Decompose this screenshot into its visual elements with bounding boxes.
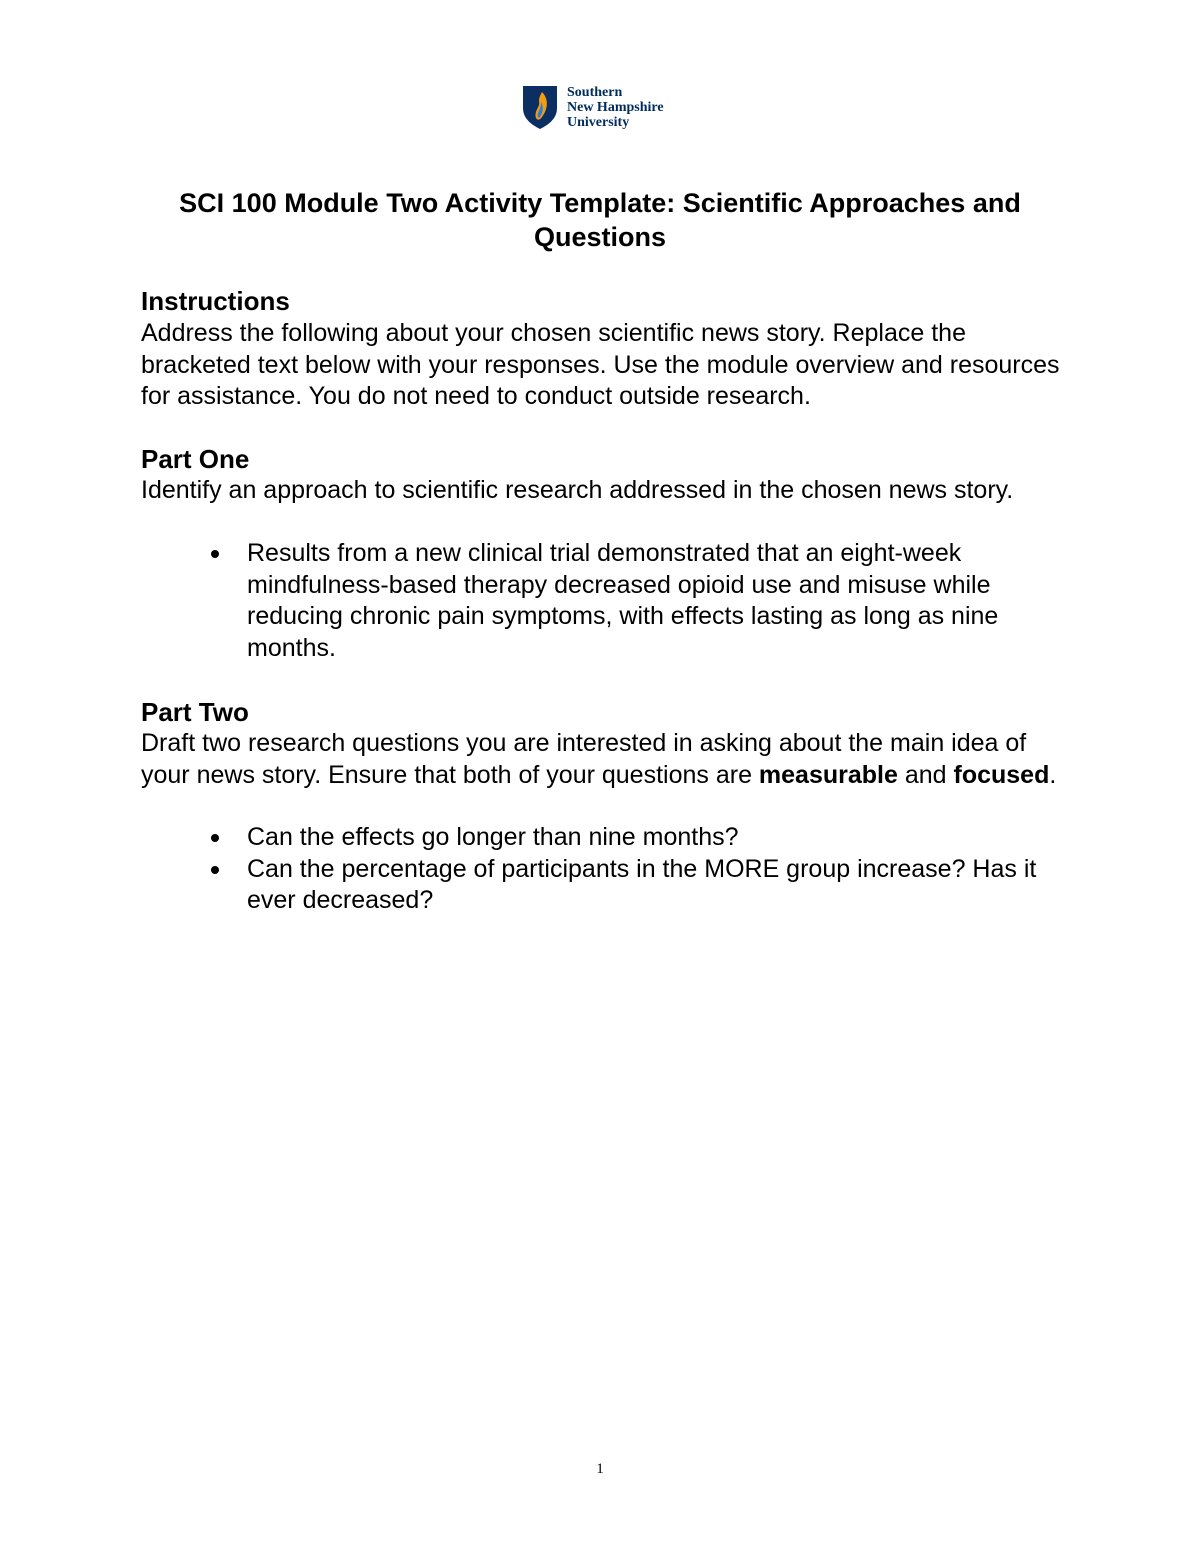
list-item: [247, 538, 1067, 664]
logo-line-2: New Hampshire: [567, 100, 664, 115]
list-item: [247, 854, 1067, 917]
period-text: .: [1049, 760, 1057, 789]
bullet-icon: [211, 834, 219, 842]
list-item: [247, 822, 1067, 854]
part-two-bullet-list: [247, 822, 1067, 917]
and-text: and: [897, 760, 954, 789]
university-logo: [521, 84, 664, 132]
part-two-heading: Part Two: [141, 697, 249, 727]
bullet-icon: [211, 550, 219, 558]
question-two-text: Can the percentage of participants in the MORE group increase? Has it ever decreased?: [247, 854, 1037, 914]
focused-emphasis: focused: [953, 760, 1050, 789]
part-one-heading: Part One: [141, 444, 250, 474]
bullet-icon: [211, 866, 219, 874]
question-one-text: Can the effects go longer than nine months?: [247, 823, 739, 851]
flame-shield-icon: [521, 84, 559, 130]
instructions-text: Address the following about your chosen scientific news story. Replace the bracketed text below with your responses. Use the module overview and resources for assistance. You do not need to conduct outside research.: [141, 319, 1060, 410]
part-one-prompt: Identify an approach to scientific research addressed in the chosen news story.: [141, 476, 1014, 504]
document-title: SCI 100 Module Two Activity Template: Scientific Approaches and Questions: [179, 188, 1021, 252]
part-two-prompt: [141, 728, 1071, 791]
measurable-emphasis: measurable: [758, 760, 898, 789]
logo-line-1: Southern: [567, 85, 623, 100]
part-one-bullet-text: Results from a new clinical trial demonstrated that an eight-week mindfulness-based therapy decreased opioid use and misuse while reducing chronic pain symptoms, with effects lasting as long as nine months.: [247, 539, 999, 662]
part-two-prompt-text: Draft two research questions you are interested in asking about the main idea of your news story. Ensure that both of your questions are: [141, 729, 1027, 789]
logo-wordmark: [567, 85, 664, 130]
instructions-heading: Instructions: [141, 286, 290, 316]
logo-line-3: University: [567, 115, 630, 130]
page-number: 1: [596, 1461, 604, 1477]
part-one-bullet-list: [247, 538, 1067, 664]
